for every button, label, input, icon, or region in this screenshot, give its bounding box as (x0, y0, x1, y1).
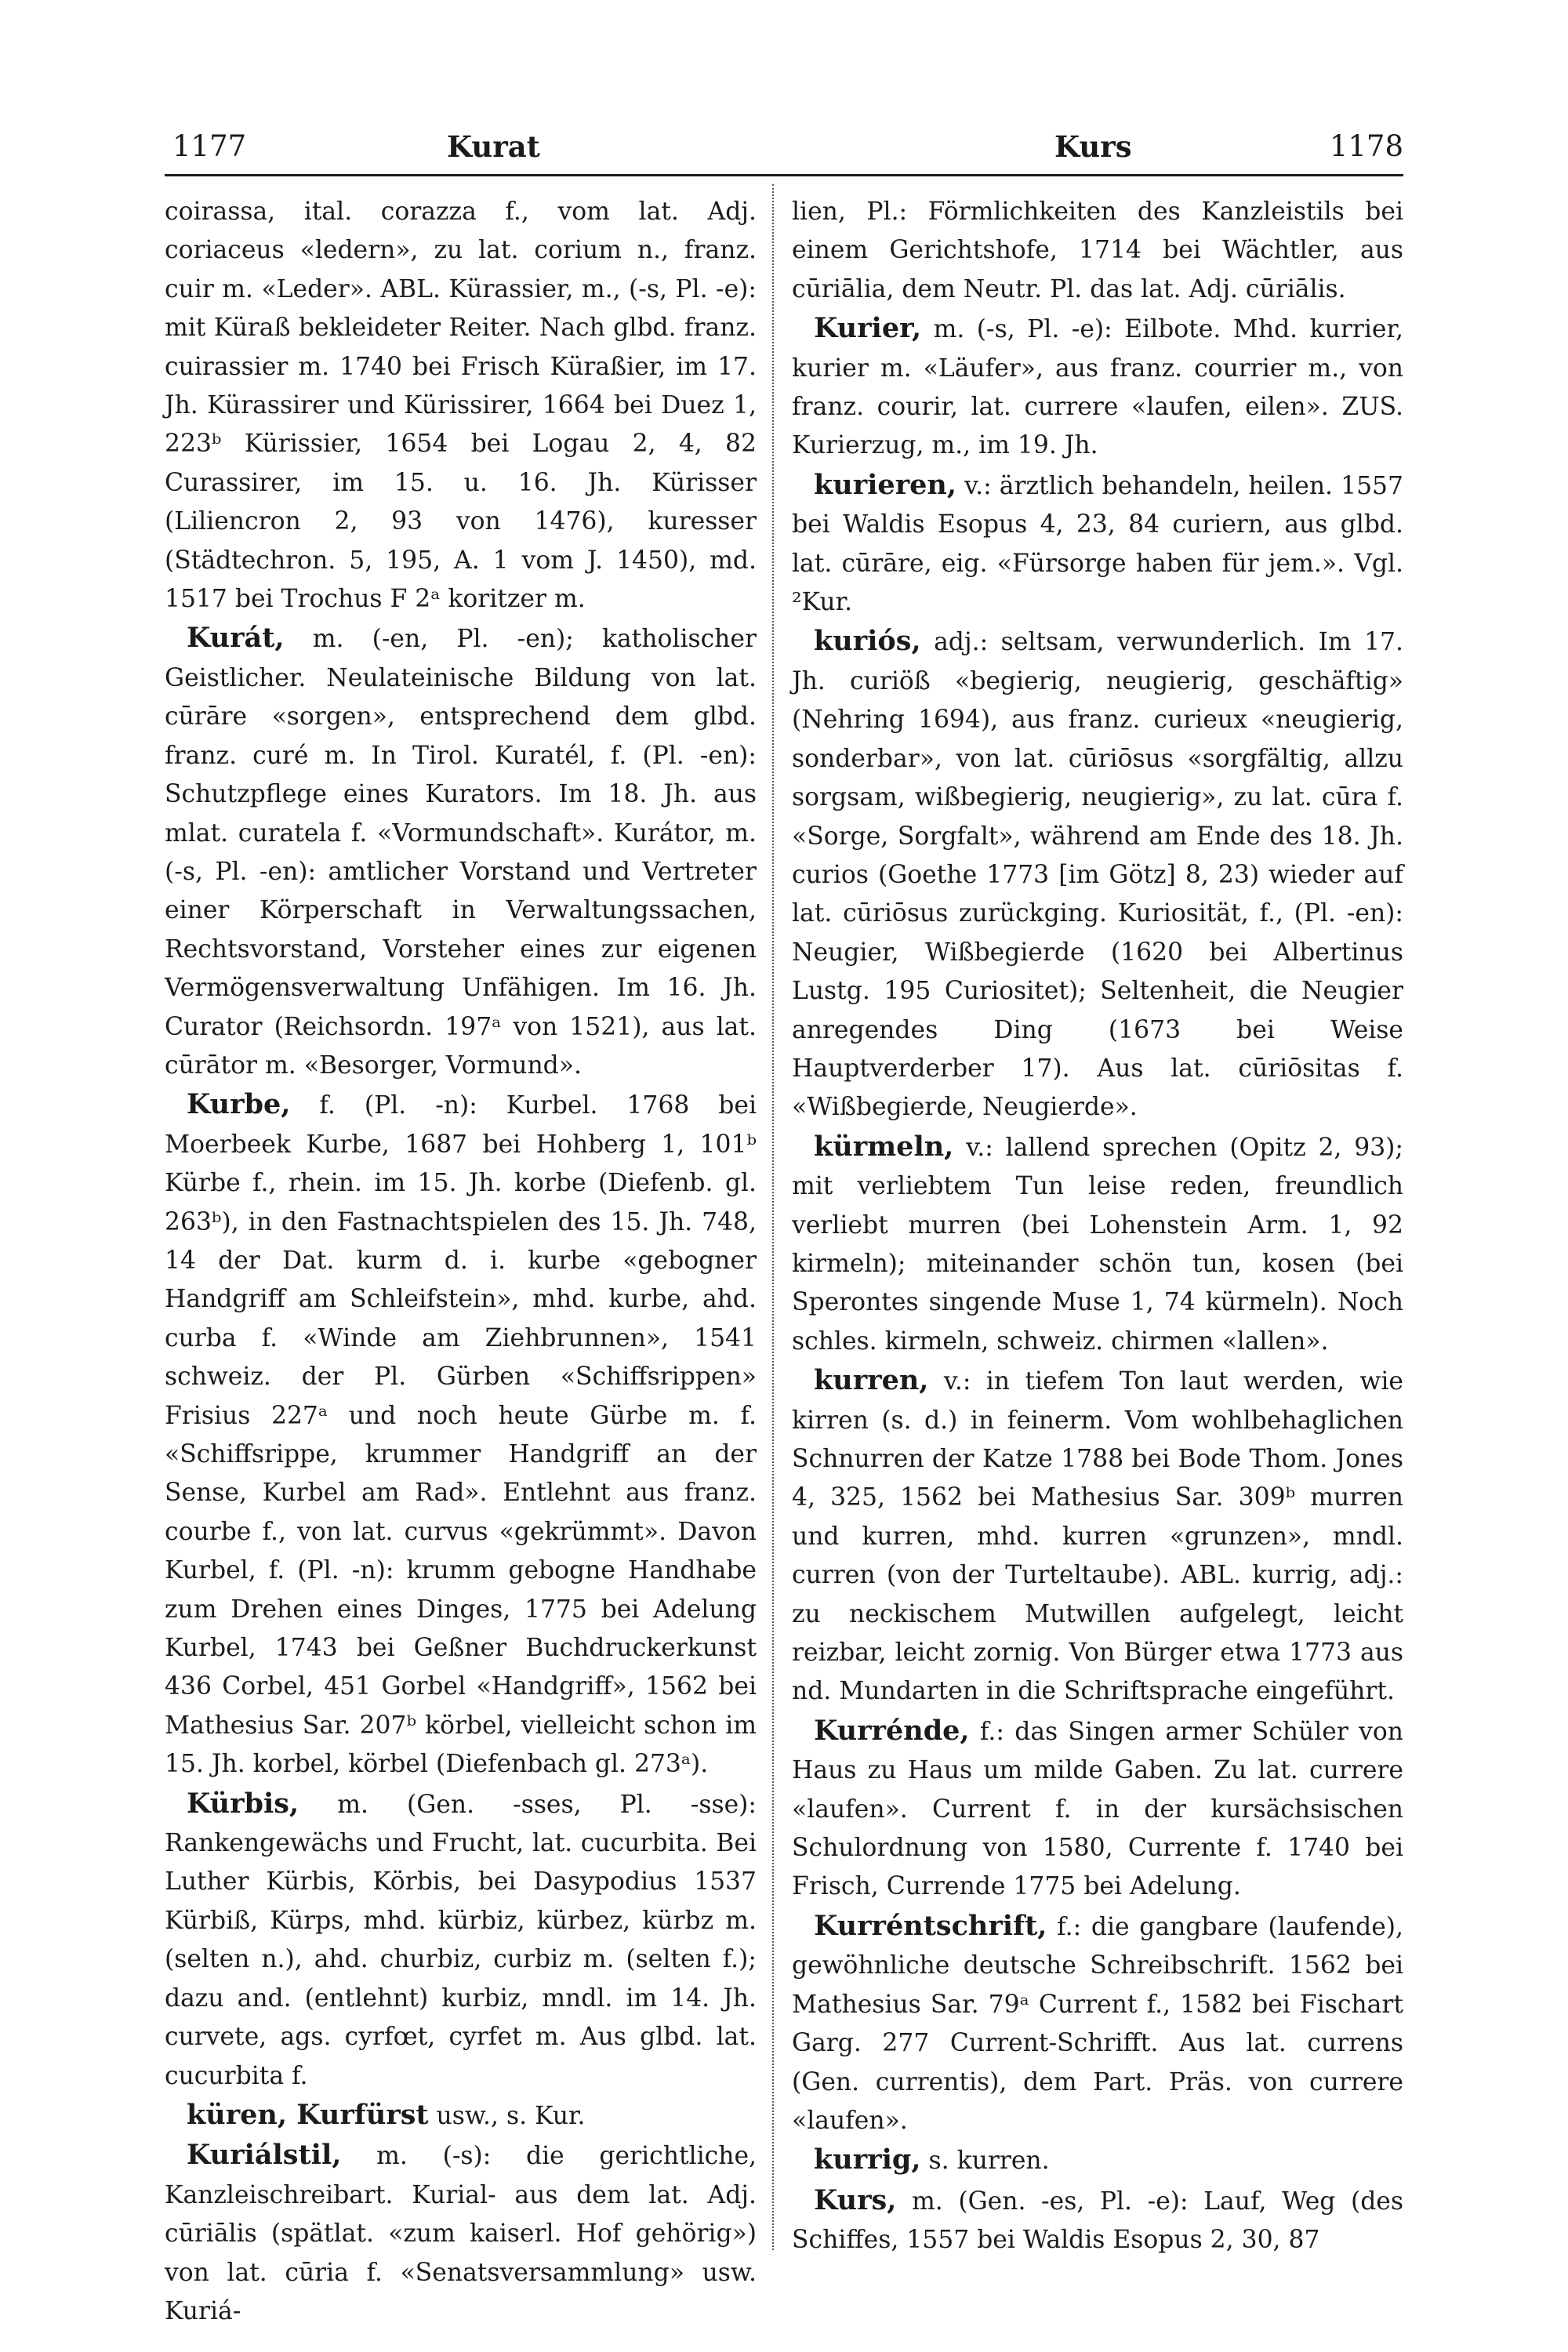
entry-text: m. (-s, Pl. -e): Eilbote. Mhd. kurrier, kurier m. «Läufer», aus franz. courrier m., von franz. courir, lat. currere «laufen, eilen». ZUS. Kurierzug, m., im 19. Jh. (792, 315, 1403, 460)
header-title-right: Kurs (1054, 129, 1132, 164)
entry-continuation (165, 193, 757, 619)
entry-kurrende (792, 1711, 1403, 1907)
entry-lemma: Kuriálstil, (187, 2139, 342, 2172)
page-number-right: 1178 (1329, 129, 1403, 163)
dictionary-page (165, 0, 1403, 2352)
entry-kueren (165, 2096, 757, 2136)
left-column (165, 193, 757, 2331)
entry-lemma: Kurier, (814, 312, 922, 345)
entry-text: coirassa, ital. corazza f., vom lat. Adj. coriaceus «ledern», zu lat. corium n., franz. cuir m. «Leder». ABL. Kürassier, m., (-s, Pl. -e): mit Küraß bekleideter Reiter. Nach glbd. franz. cuirassier m. 1740 bei Frisch Küraßier, im 17. Jh. Kürassirer und Kürissirer, 1664 bei Duez 1, 223ᵇ Kürissier, 1654 bei Logau 2, 4, 82 Curassirer, im 15. u. 16. Jh. Kürisser (Liliencron 2, 93 von 1476), kuresser (Städtechron. 5, 195, A. 1 vom J. 1450), md. 1517 bei Trochus F 2ᵃ koritzer m. (165, 198, 757, 614)
entry-lemma: Kurs, (814, 2183, 897, 2216)
entry-text: f.: das Singen armer Schüler von Haus zu Haus um milde Gaben. Zu lat. currere «laufen». Current f. in der kursächsischen Schulordnung von 1580, Currente f. 1740 bei Frisch, Currende 1775 bei Adelung. (792, 1717, 1403, 1901)
entry-lemma: Kurrénde, (814, 1714, 970, 1747)
entry-text: usw., s. Kur. (428, 2101, 586, 2130)
entry-lemma: kürmeln, (814, 1130, 954, 1163)
entry-text: v.: ärztlich behandeln, heilen. 1557 bei Waldis Esopus 4, 23, 84 curiern, aus glbd. lat. cūrāre, eig. «Fürsorge haben für jem.». Vgl. ²Kur. (792, 471, 1403, 617)
entry-lemma: kurren, (814, 1364, 929, 1397)
entry-lemma: Kurréntschrift, (814, 1909, 1047, 1942)
entry-text: f.: die gangbare (laufende), gewöhnliche deutsche Schreibschrift. 1562 bei Mathesius Sar. 79ᵃ Current f., 1582 bei Fischart Garg. 277 Current-Schrifft. Aus lat. currens (Gen. currentis), dem Part. Präs. von currere «laufen». (792, 1912, 1403, 2135)
entry-kurren (792, 1361, 1403, 1711)
entry-text: v.: lallend sprechen (Opitz 2, 93); mit verliebtem Tun leise reden, freundlich verliebt murren (bei Lohenstein Arm. 1, 92 kirmeln); miteinander schön tun, kosen (bei Sperontes singende Muse 1, 74 kürmeln). Noch schles. kirmeln, schweiz. chirmen «lallen». (792, 1133, 1403, 1356)
entry-lemma: küren, Kurfürst (187, 2098, 429, 2131)
entry-text: m. (Gen. -sses, Pl. -sse): Rankengewächs und Frucht, lat. cucurbita. Bei Luther Kürbis, Körbis, bei Dasypodius 1537 Kürbiß, Kürps, mhd. kürbiz, kürbez, kürbz m. (selten n.), ahd. churbiz, curbiz m. (selten f.); dazu and. (entlehnt) kurbiz, mndl. im 14. Jh. curvete, ags. cyrfœt, cyrfet m. Aus glbd. lat. cucurbita f. (165, 1790, 757, 2090)
entry-text: m. (Gen. -es, Pl. -e): Lauf, Weg (des Schiffes, 1557 bei Waldis Esopus 2, 30, 87 (792, 2187, 1403, 2255)
entry-kurialstil (165, 2136, 757, 2331)
entry-kurrig (792, 2140, 1403, 2180)
entry-text: adj.: seltsam, verwunderlich. Im 17. Jh. curiöß «begierig, neugierig, geschäftig» (Nehring 1694), aus franz. curieux «neugierig, sonderbar», von lat. cūriōsus «sorgfältig, allzu sorgsam, wißbegierig, neugierig», zu lat. cūra f. «Sorge, Sorgfalt», während am Ende des 18. Jh. curios (Goethe 1773 [im Götz] 8, 23) wieder auf lat. cūriōsus zurückging. Kuriosität, f., (Pl. -en): Neugier, Wißbegierde (1620 bei Albertinus Lustg. 195 Curiositet); Seltenheit, die Neugier anregendes Ding (1673 bei Weise Hauptverderber 17). Aus lat. cūriōsitas f. «Wißbegierde, Neugierde». (792, 628, 1403, 1122)
entry-lemma: Kurbe, (187, 1088, 291, 1121)
entry-kurs (792, 2181, 1403, 2260)
entry-text: m. (-en, Pl. -en); katholischer Geistlicher. Neulateinische Bildung von lat. cūrāre «sorgen», entsprechend dem glbd. franz. curé m. In Tirol. Kuratél, f. (Pl. -en): Schutzpflege eines Kurators. Im 18. Jh. aus mlat. curatela f. «Vormundschaft». Kurátor, m. (-s, Pl. -en): amtlicher Vorstand und Vertreter einer Körperschaft in Verwaltungssachen, Rechtsvorstand, Vorsteher eines zur eigenen Vermögensverwaltung Unfähigen. Im 16. Jh. Curator (Reichsordn. 197ᵃ von 1521), aus lat. cūrātor m. «Besorger, Vormund». (165, 625, 757, 1080)
entry-kuerbis (165, 1784, 757, 2096)
entry-text: m. (-s): die gerichtliche, Kanzleischreibart. Kurial- aus dem lat. Adj. cūriālis (spätlat. «zum kaiserl. Hof gehörig») von lat. cūria f. «Senatsversammlung» usw. Kuriá- (165, 2142, 757, 2325)
running-header (165, 129, 1403, 176)
entry-kurrentschrift (792, 1907, 1403, 2140)
column-divider (772, 184, 775, 2250)
entry-kurieren (792, 466, 1403, 622)
entry-continuation (792, 193, 1403, 309)
page-number-left: 1177 (172, 129, 247, 163)
entry-lemma: kurieren, (814, 468, 957, 501)
entry-kurbe (165, 1085, 757, 1784)
entry-lemma: kuriós, (814, 625, 921, 658)
entry-kurat (165, 619, 757, 1085)
entry-kurios (792, 622, 1403, 1127)
entry-kurier (792, 309, 1403, 466)
entry-text: f. (Pl. -n): Kurbel. 1768 bei Moerbeek Kurbe, 1687 bei Hohberg 1, 101ᵇ Kürbe f., rhein. im 15. Jh. korbe (Diefenb. gl. 263ᵇ), in den Fastnachtspielen des 15. Jh. 748, 14 der Dat. kurm d. i. kurbe «gebogner Handgriff am Schleifstein», mhd. kurbe, ahd. curba f. «Winde am Ziehbrunnen», 1541 schweiz. der Pl. Gürben «Schiffsrippen» Frisius 227ᵃ und noch heute Gürbe m. f. «Schiffsrippe, krummer Handgriff an der Sense, Kurbel am Rad». Entlehnt aus franz. courbe f., von lat. curvus «gekrümmt». Davon Kurbel, f. (Pl. -n): krumm gebogne Handhabe zum Drehen eines Dinges, 1775 bei Adelung Kurbel, 1743 bei Geßner Buchdruckerkunst 436 Corbel, 451 Gorbel «Handgriff», 1562 bei Mathesius Sar. 207ᵇ körbel, vielleicht schon im 15. Jh. korbel, körbel (Diefenbach gl. 273ᵃ). (165, 1091, 757, 1779)
entry-kuermeln (792, 1127, 1403, 1361)
entry-text: v.: in tiefem Ton laut werden, wie kirren (s. d.) in feinerm. Vom wohlbehaglichen Schnurren der Katze 1788 bei Bode Thom. Jones 4, 325, 1562 bei Mathesius Sar. 309ᵇ murren und kurren, mhd. kurren «grunzen», mndl. curren (von der Turteltaube). ABL. kurrig, adj.: zu neckischem Mutwillen aufgelegt, leicht reizbar, leicht zornig. Von Bürger etwa 1773 aus nd. Mundarten in die Schriftsprache eingeführt. (792, 1367, 1403, 1706)
entry-text: s. kurren. (920, 2147, 1050, 2176)
entry-text: lien, Pl.: Förmlichkeiten des Kanzleistils bei einem Gerichtshofe, 1714 bei Wächtler, aus cūriālia, dem Neutr. Pl. das lat. Adj. cūriālis. (792, 198, 1403, 303)
entry-lemma: Kürbis, (187, 1787, 299, 1820)
entry-lemma: kurrig, (814, 2143, 921, 2176)
right-column (792, 193, 1403, 2260)
header-rule (165, 174, 1403, 176)
entry-lemma: Kurát, (187, 622, 285, 655)
header-title-left: Kurat (447, 129, 540, 164)
